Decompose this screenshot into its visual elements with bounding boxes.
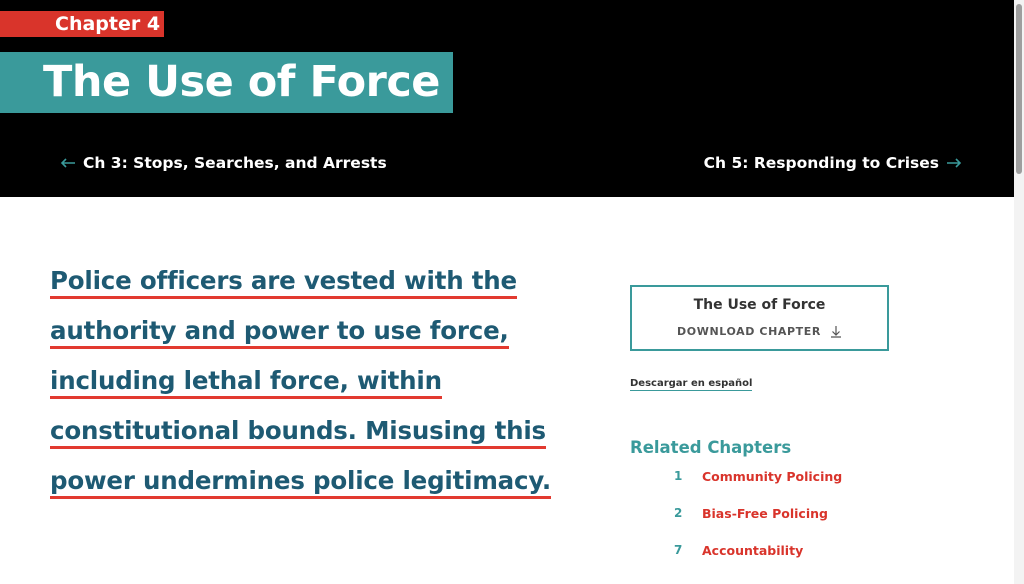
title-banner (0, 52, 453, 113)
previous-chapter-label: Ch 3: Stops, Searches, and Arrests (83, 154, 387, 172)
previous-chapter-link[interactable] (60, 151, 387, 175)
lead-line: Police officers are vested with the (50, 256, 590, 306)
spanish-download-link[interactable]: Descargar en español (630, 378, 753, 389)
related-chapter-label: Accountability (702, 542, 804, 558)
related-chapters-heading: Related Chapters (630, 438, 792, 457)
scrollbar-thumb[interactable] (1016, 4, 1022, 174)
next-chapter-label: Ch 5: Responding to Crises (703, 154, 939, 172)
lead-statement (50, 256, 590, 506)
download-chapter-label: DOWNLOAD CHAPTER (677, 325, 821, 338)
lead-line: power undermines police legitimacy. (50, 456, 590, 506)
download-chapter-button[interactable] (632, 325, 887, 338)
page-title: The Use of Force (43, 57, 440, 107)
chapter-tag: Chapter 4 (0, 11, 164, 37)
related-chapter-item[interactable] (674, 503, 828, 523)
related-chapter-item[interactable] (674, 466, 842, 486)
chapter-header (0, 0, 1014, 197)
arrow-left-icon (60, 157, 76, 169)
lead-line: authority and power to use force, (50, 306, 590, 356)
related-chapter-number: 1 (674, 469, 683, 483)
related-chapter-number: 2 (674, 506, 683, 520)
page-scrollbar[interactable] (1014, 0, 1024, 584)
download-chapter-box (630, 285, 889, 351)
related-chapter-label: Bias-Free Policing (702, 505, 828, 521)
related-chapter-label: Community Policing (702, 468, 843, 484)
download-box-title: The Use of Force (693, 297, 826, 313)
related-chapter-item[interactable] (674, 540, 803, 560)
next-chapter-link[interactable] (704, 151, 962, 175)
lead-line: constitutional bounds. Misusing this (50, 406, 590, 456)
lead-line: including lethal force, within (50, 356, 590, 406)
arrow-right-icon (946, 157, 962, 169)
download-arrow-icon (830, 325, 842, 338)
related-chapter-number: 7 (674, 543, 683, 557)
